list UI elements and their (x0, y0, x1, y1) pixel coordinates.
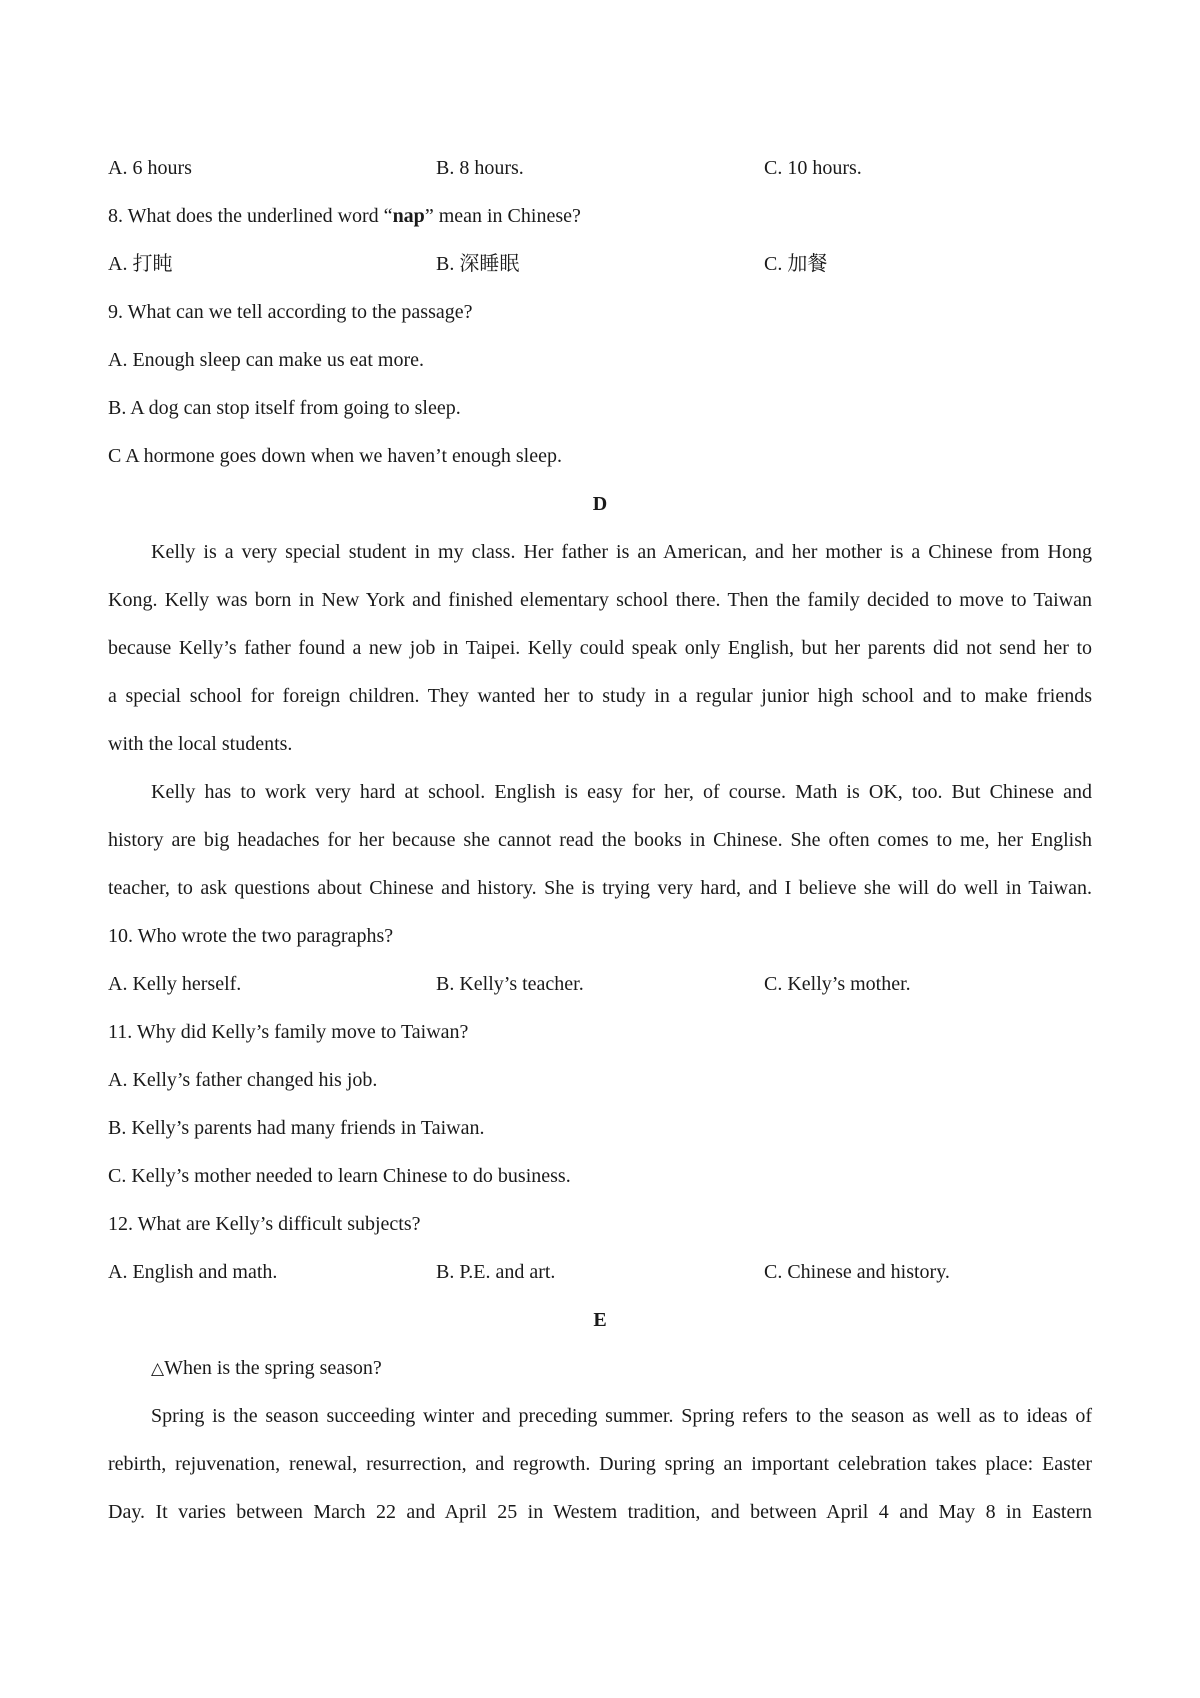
q7-option-c: C. 10 hours. (764, 157, 862, 179)
section-e-subheading (151, 1356, 382, 1381)
q8-question (108, 204, 581, 228)
section-d-heading: D (592, 493, 608, 515)
section-e-heading: E (593, 1309, 607, 1331)
q12-option-c: C. Chinese and history. (764, 1261, 950, 1283)
section-e-subheading-text: When is the spring season? (164, 1357, 382, 1379)
q10-option-a: A. Kelly herself. (108, 973, 242, 995)
q12-question: 12. What are Kelly’s difficult subjects? (108, 1213, 421, 1235)
q9-option-b: B. A dog can stop itself from going to sleep. (108, 397, 461, 419)
q8-underlined-word: nap (392, 205, 425, 227)
section-d-line: Kelly is a very special student in my class. Her father is an American, and her mother is a Chinese from Hong (151, 541, 1092, 563)
q7-option-b: B. 8 hours. (436, 157, 524, 179)
q11-question: 11. Why did Kelly’s family move to Taiwan? (108, 1021, 469, 1043)
q10-option-c: C. Kelly’s mother. (764, 973, 911, 995)
q8-option-a: A. 打盹 (108, 253, 173, 275)
section-d-line: with the local students. (108, 733, 293, 755)
section-e-line: Spring is the season succeeding winter and preceding summer. Spring refers to the season as well as to ideas of (151, 1405, 1092, 1427)
section-d-line: teacher, to ask questions about Chinese and history. She is trying very hard, and I believe she will do well in Taiwan. (108, 877, 1092, 899)
q7-option-a: A. 6 hours (108, 157, 192, 179)
q11-option-c: C. Kelly’s mother needed to learn Chinese to do business. (108, 1165, 571, 1187)
section-d-line: Kelly has to work very hard at school. English is easy for her, of course. Math is OK, too. But Chinese and (151, 781, 1092, 803)
q9-option-a: A. Enough sleep can make us eat more. (108, 349, 425, 371)
section-d-line: a special school for foreign children. They wanted her to study in a regular junior high school and to make friends (108, 685, 1092, 707)
q11-option-a: A. Kelly’s father changed his job. (108, 1069, 378, 1091)
q10-question: 10. Who wrote the two paragraphs? (108, 925, 394, 947)
triangle-icon: △ (151, 1359, 165, 1379)
q8-question-pre: 8. What does the underlined word “ (108, 205, 393, 227)
section-e-line: rebirth, rejuvenation, renewal, resurrection, and regrowth. During spring an important celebration takes place: Easter (108, 1453, 1092, 1475)
section-d-line: because Kelly’s father found a new job in Taipei. Kelly could speak only English, but her parents did not send her to (108, 637, 1092, 659)
q9-option-c: C A hormone goes down when we haven’t enough sleep. (108, 445, 562, 467)
section-d-line: history are big headaches for her because she cannot read the books in Chinese. She often comes to me, her English (108, 829, 1092, 851)
q8-option-c: C. 加餐 (764, 253, 828, 275)
q9-question: 9. What can we tell according to the passage? (108, 301, 473, 323)
q12-option-a: A. English and math. (108, 1261, 278, 1283)
section-d-line: Kong. Kelly was born in New York and finished elementary school there. Then the family decided to move to Taiwan (108, 589, 1092, 611)
q11-option-b: B. Kelly’s parents had many friends in Taiwan. (108, 1117, 485, 1139)
q10-option-b: B. Kelly’s teacher. (436, 973, 584, 995)
section-e-line: Day. It varies between March 22 and April 25 in Westem tradition, and between April 4 and May 8 in Eastern (108, 1501, 1092, 1523)
q8-option-b: B. 深睡眠 (436, 253, 520, 275)
q8-question-post: ” mean in Chinese? (424, 205, 581, 227)
q12-option-b: B. P.E. and art. (436, 1261, 556, 1283)
